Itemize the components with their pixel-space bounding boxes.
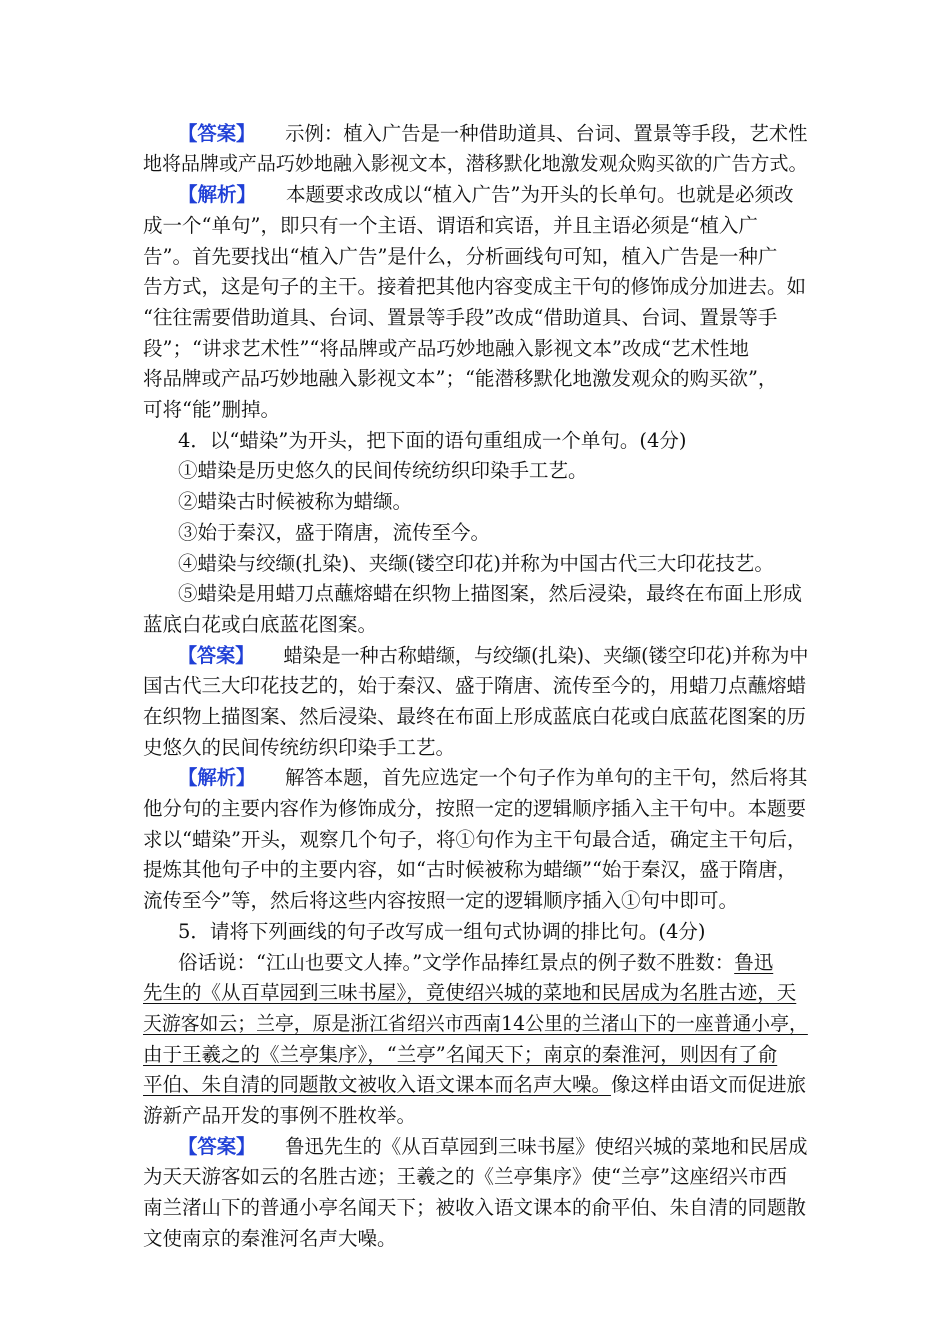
passage-line — [143, 1070, 806, 1100]
text-line: 蓝底白花或白底蓝花图案。 — [143, 613, 378, 636]
text-line: 提炼其他句子中的主要内容，如“古时候被称为蜡缬”“始于秦汉，盛于隋唐， — [143, 858, 797, 881]
underlined-line: 天游客如云；兰亭，原是浙江省绍兴市西南14公里的兰渚山下的一座普通小亭， — [143, 1012, 808, 1035]
text-line: 文使南京的秦淮河名声大噪。 — [143, 1227, 397, 1250]
question-5: 5．请将下列画线的句子改写成一组句式协调的排比句。(4分) — [178, 920, 706, 943]
underlined-text: 鲁迅 — [734, 951, 774, 974]
text: 解答本题，首先应选定一个句子作为单句的主干句，然后将其 — [285, 766, 808, 789]
text: 本题要求改成以“植入广告”为开头的长单句。也就是必须改 — [286, 183, 794, 206]
item-2: ②蜡染古时候被称为蜡缬。 — [178, 490, 413, 513]
text-line: 告方式，这是句子的主干。接着把其他内容变成主干句的修饰成分加进去。如 — [143, 275, 807, 298]
answer-label: 【答案】 — [178, 644, 255, 667]
text-line: 为天天游客如云的名胜古迹；王羲之的《兰亭集序》使“兰亭”这座绍兴市西 — [143, 1165, 787, 1188]
answer-label: 【答案】 — [178, 1135, 256, 1158]
text-line: “往往需要借助道具、台词、置景等手段”改成“借助道具、台词、置景等手 — [143, 306, 778, 329]
text-line: 南兰渚山下的普通小亭名闻天下；被收入语文课本的俞平伯、朱自清的同题散 — [143, 1196, 807, 1219]
text-line: 成一个“单句”，即只有一个主语、谓语和宾语，并且主语必须是“植入广 — [143, 214, 758, 237]
item-4: ④蜡染与绞缬(扎染)、夹缬(镂空印花)并称为中国古代三大印花技艺。 — [178, 552, 774, 575]
text-line: 流传至今”等，然后将这些内容按照一定的逻辑顺序插入①句中即可。 — [143, 889, 738, 912]
text-line: 可将“能”删掉。 — [143, 398, 280, 421]
text-line: 游新产品开发的事例不胜枚举。 — [143, 1104, 417, 1127]
underlined-line: 先生的《从百草园到三味书屋》，竟使绍兴城的菜地和民居成为名胜古迹，天 — [143, 981, 797, 1004]
question-4: 4．以“蜡染”为开头，把下面的语句重组成一个单句。(4分) — [178, 429, 687, 452]
passage-line — [178, 948, 773, 978]
analysis-label: 【解析】 — [178, 183, 257, 206]
underlined-text: 平伯、朱自清的同题散文被收入语文课本而名声大噪。 — [143, 1073, 612, 1096]
text: 俗话说：“江山也要文人捧。”文学作品捧红景点的例子数不胜数： — [178, 951, 735, 974]
answer-label: 【答案】 — [178, 122, 256, 145]
text-line: 求以“蜡染”开头，观察几个句子，将①句作为主干句最合适，确定主干句后， — [143, 828, 807, 851]
text: 蜡染是一种古称蜡缬，与绞缬(扎染)、夹缬(镂空印花)并称为中 — [283, 644, 809, 667]
text-line: 地将品牌或产品巧妙地融入影视文本，潜移默化地激发观众购买欲的广告方式。 — [143, 152, 808, 175]
underlined-line: 由于王羲之的《兰亭集序》，“兰亭”名闻天下；南京的秦淮河，则因有了俞 — [143, 1043, 778, 1066]
text-line: 段”；“讲求艺术性”“将品牌或产品巧妙地融入影视文本”改成“艺术性地 — [143, 337, 749, 360]
text-line: 在织物上描图案、然后浸染、最终在布面上形成蓝底白花或白底蓝花图案的历 — [143, 705, 807, 728]
text-line: 将品牌或产品巧妙地融入影视文本”；“能潜移默化地激发观众的购买欲”， — [143, 367, 778, 390]
item-1: ①蜡染是历史悠久的民间传统纺织印染手工艺。 — [178, 459, 588, 482]
item-5: ⑤蜡染是用蜡刀点蘸熔蜡在织物上描图案，然后浸染，最终在布面上形成 — [178, 582, 803, 605]
analysis-label: 【解析】 — [178, 766, 256, 789]
text-line: 史悠久的民间传统纺织印染手工艺。 — [143, 736, 456, 759]
text-line: 他分句的主要内容作为修饰成分，按照一定的逻辑顺序插入主干句中。本题要 — [143, 797, 807, 820]
answer-line — [178, 119, 808, 149]
text: 像这样由语文而促进旅 — [611, 1073, 807, 1096]
answer-line — [178, 641, 808, 671]
item-3: ③始于秦汉，盛于隋唐，流传至今。 — [178, 521, 491, 544]
analysis-line — [178, 180, 793, 210]
answer-line — [178, 1132, 808, 1162]
text-line: 国古代三大印花技艺的，始于秦汉、盛于隋唐、流传至今的，用蜡刀点蘸熔蜡 — [143, 674, 807, 697]
analysis-line — [178, 763, 808, 793]
text-line: 告”。首先要找出“植入广告”是什么，分析画线句可知，植入广告是一种广 — [143, 245, 778, 268]
text: 鲁迅先生的《从百草园到三味书屋》使绍兴城的菜地和民居成 — [285, 1135, 808, 1158]
text: 示例：植入广告是一种借助道具、台词、置景等手段，艺术性 — [285, 122, 808, 145]
